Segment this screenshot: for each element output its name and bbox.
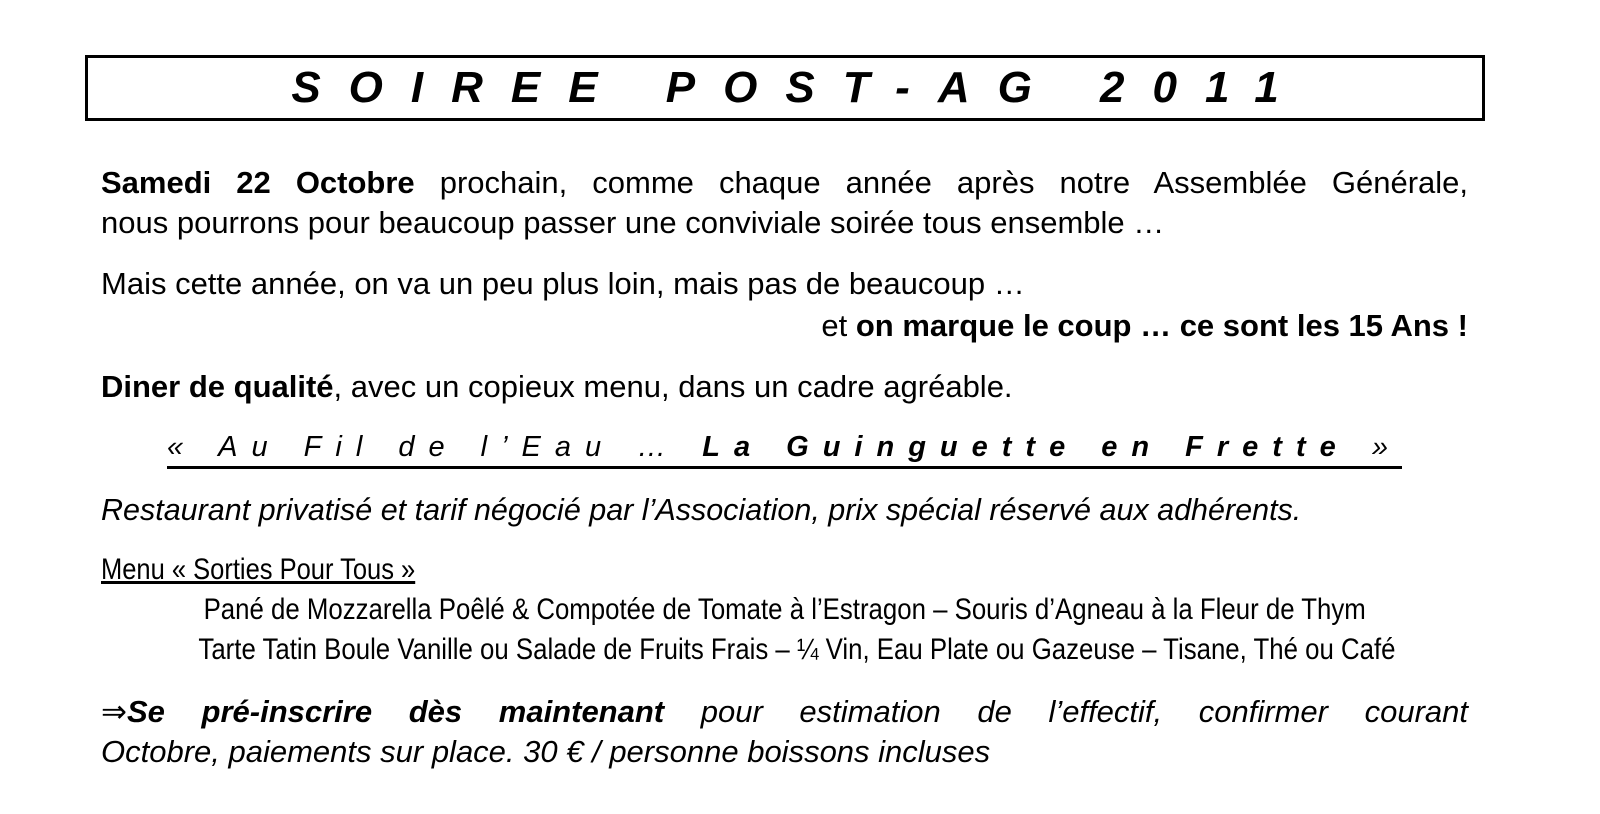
- year-line-2: [101, 306, 1468, 346]
- intro-line-2: nous pourrons pour beaucoup passer une conviviale soirée tous ensemble …: [101, 205, 1165, 240]
- menu-line-1-text: Pané de Mozzarella Poêlé & Compotée de Tomate à l’Estragon – Souris d’Agneau à la Fleur de Thym: [203, 593, 1366, 626]
- menu-line-2-text: Tarte Tatin Boule Vanille ou Salade de Fruits Frais – ¼ Vin, Eau Plate ou Gazeuse – Tisane, Thé ou Café: [198, 633, 1396, 666]
- menu-line-2: [101, 632, 1468, 668]
- title-box: [85, 55, 1485, 121]
- venue-name-part-1: Au Fil de l’Eau …: [218, 431, 681, 463]
- registration-text-1: pour estimation de l’effectif, confirmer courant: [664, 694, 1468, 729]
- registration-line-2: Octobre, paiements sur place. 30 € / personne boissons incluses: [101, 734, 991, 769]
- intro-line-1: [101, 163, 1468, 203]
- anniversary-text: on marque le coup … ce sont les 15 Ans !: [855, 308, 1468, 343]
- menu-title: Menu « Sorties Pour Tous »: [101, 553, 416, 586]
- venue-close-quote: »: [1371, 431, 1402, 463]
- event-date: Samedi 22 Octobre: [101, 165, 415, 200]
- dinner-text: , avec un copieux menu, dans un cadre agréable.: [333, 369, 1013, 404]
- dinner-quality: Diner de qualité: [101, 369, 334, 404]
- registration-line-1: [101, 692, 1468, 732]
- venue-title: [167, 428, 1402, 469]
- arrow-right-icon: ⇒: [101, 694, 127, 729]
- year-line-2-prefix: et: [821, 308, 856, 343]
- registration-bold: Se pré-inscrire dès maintenant: [126, 694, 665, 729]
- menu-line-1: [101, 592, 1468, 628]
- page-title: SOIREE POST-AG 2011: [291, 63, 1307, 112]
- venue-open-quote: «: [167, 431, 198, 463]
- restaurant-note: Restaurant privatisé et tarif négocié par l’Association, prix spécial réservé aux adhérents.: [101, 493, 1302, 527]
- year-line-1: Mais cette année, on va un peu plus loin, mais pas de beaucoup …: [101, 266, 1025, 301]
- dinner-line: [101, 367, 1468, 407]
- intro-text-1: prochain, comme chaque année après notre Assemblée Générale,: [414, 165, 1468, 200]
- venue-name-part-2: La Guinguette en Frette: [702, 431, 1350, 463]
